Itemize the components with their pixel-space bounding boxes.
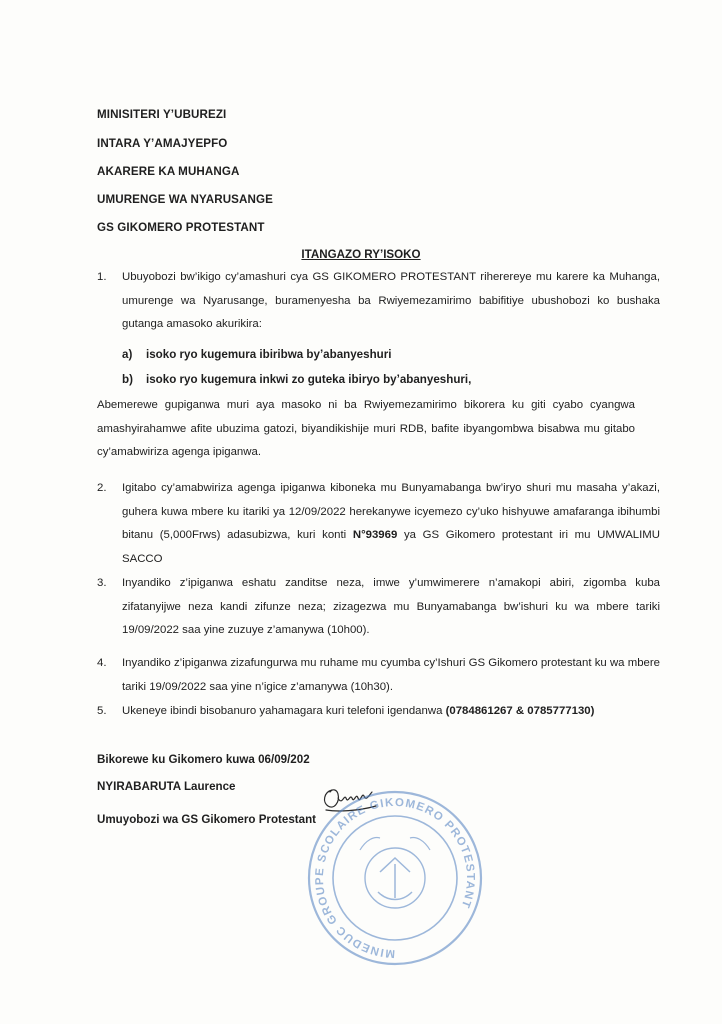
item-text: Inyandiko z’ipiganwa eshatu zanditse neza, imwe y’umwimerere n’amakopi abiri, zigomba kuba zifatanyijwe neza kandi zifunze neza; zizagezwa mu Bunyamabanga bw’ishuri ku wa mbere tariki 19/09/2022 saa yine zuzuye z’amanywa (10h00). [122, 577, 660, 636]
header-school: GS GIKOMERO PROTESTANT [97, 221, 265, 234]
stamp-ring-text: MINEDUC GROUPE SCOLAIRE GIKOMERO PROTESTANT [313, 796, 477, 960]
item-number: 5. [97, 705, 107, 717]
sub-item-letter: b) [122, 373, 133, 386]
signature-place-date: Bikorewe ku Gikomero kuwa 06/09/202 [97, 753, 310, 766]
eligibility-paragraph: Abemerewe gupiganwa muri aya masoko ni ba Rwiyemezamirimo bikorera ku giti cyabo cyangwa amashyirahamwe afite ubuzima gatozi, biyandikishije muri RDB, bafite ibyangombwa bisabwa mu gitabo cy’amabwiriza agenga ipiganwa. [97, 399, 635, 458]
header-province: INTARA Y’AMAJYEPFO [97, 137, 228, 150]
signature-name: NYIRABARUTA Laurence [97, 780, 236, 793]
header-ministry: MINISITERI Y’UBUREZI [97, 108, 227, 121]
item-number: 2. [97, 482, 107, 494]
school-stamp [300, 780, 490, 980]
item-text-part: Igitabo cy’amabwiriza agenga ipiganwa kiboneka mu Bunyamabanga bw’iryo shuri mu masaha y’akazi, guhera kuwa mbere ku itariki ya 12/09/2022 herekanywe icyemezo cy’uko hishyuwe amafaranga ibihumbi bitanu (5,000Frws) adasubizwa, kuri konti [122, 482, 660, 541]
sub-item-text: isoko ryo kugemura ibiribwa by’abanyeshuri [146, 348, 392, 361]
phone-numbers: (0784861267 & 0785777130) [445, 705, 595, 717]
notice-title: ITANGAZO RY’ISOKO [301, 248, 421, 261]
item-number: 4. [97, 657, 107, 669]
account-number: N°93969 [352, 529, 398, 541]
item-number: 3. [97, 577, 107, 589]
item-text-part: Ukeneye ibindi bisobanuro yahamagara kuri telefoni igendanwa [122, 705, 446, 717]
header-district: AKARERE KA MUHANGA [97, 165, 240, 178]
signature-role: Umuyobozi wa GS Gikomero Protestant [97, 813, 317, 826]
item-text [122, 700, 660, 724]
header-sector: UMURENGE WA NYARUSANGE [97, 193, 273, 206]
sub-item-text: isoko ryo kugemura inkwi zo guteka ibiryo by’abanyeshuri, [146, 373, 472, 386]
sub-item-letter: a) [122, 348, 133, 361]
item-text: Ubuyobozi bw’ikigo cy’amashuri cya GS GIKOMERO PROTESTANT riherereye mu karere ka Muhanga, umurenge wa Nyarusange, buramenyesha ba Rwiyemezamirimo babifitiye ubushobozi ko bushaka gutanga amasoko akurikira: [122, 271, 660, 330]
item-text: Inyandiko z’ipiganwa zizafungurwa mu ruhame mu cyumba cy’Ishuri GS Gikomero protestant ku wa mbere tariki 19/09/2022 saa yine n’igice z’amanywa (10h30). [122, 657, 660, 693]
item-text-part: ya GS Gikomero protestant iri mu UMWALIMU SACCO [122, 529, 661, 565]
item-text [122, 477, 660, 571]
item-number: 1. [97, 271, 107, 283]
